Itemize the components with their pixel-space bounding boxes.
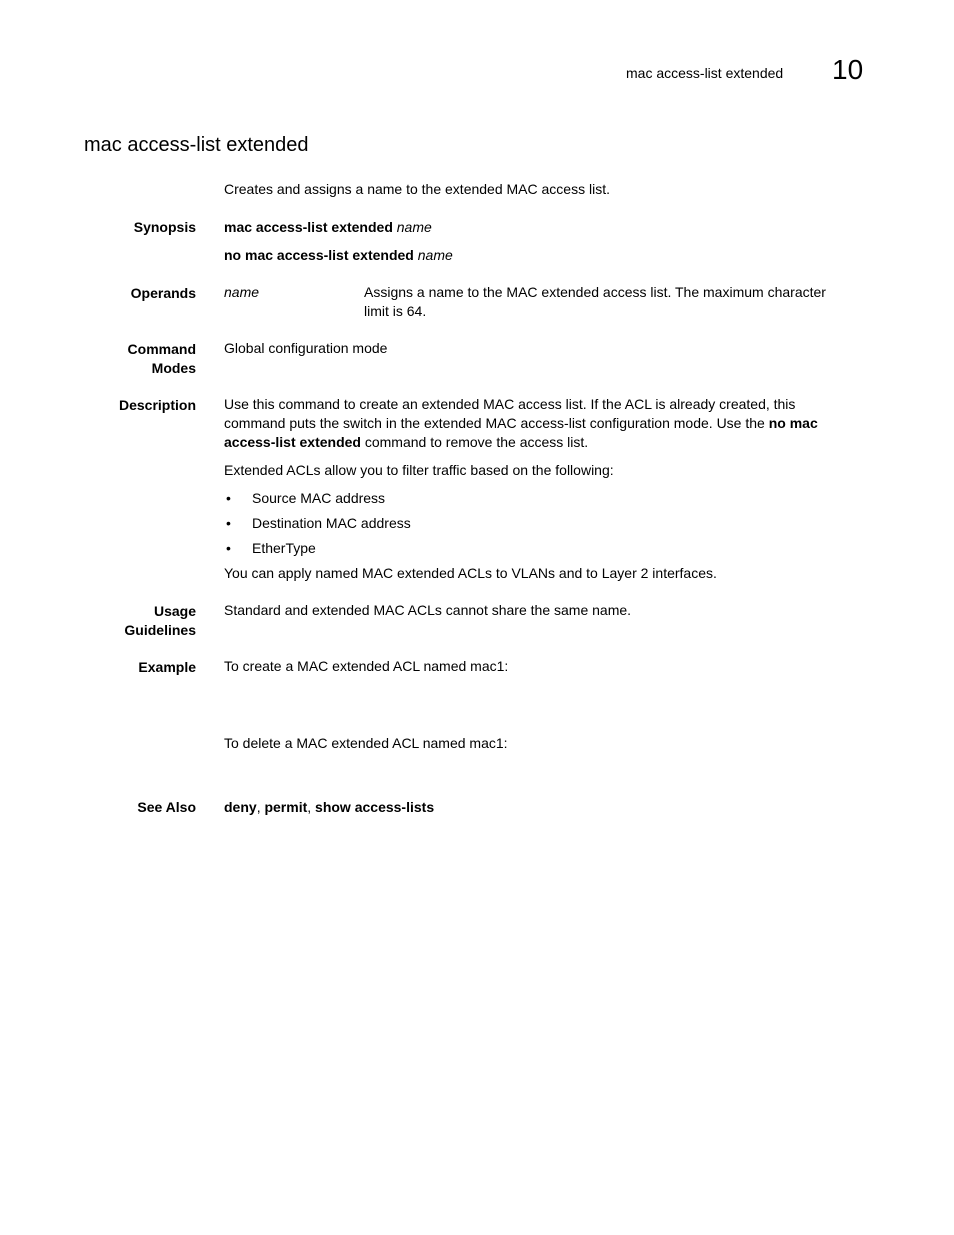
page-title: mac access-list extended — [84, 134, 309, 156]
see-also-link-deny[interactable]: deny — [224, 799, 257, 815]
operands-label: Operands — [130, 285, 196, 301]
synopsis-no-argument: name — [417, 247, 453, 263]
operand-description: Assigns a name to the MAC extended access list. The maximum character limit is 64. — [364, 284, 826, 319]
description-text-a: Use this command to create an extended MAC access list. If the ACL is already created, this command puts the switch in the extended MAC access-list configuration mode. Use the — [224, 396, 796, 431]
see-also-separator: , — [256, 799, 265, 815]
example-text-delete: To delete a MAC extended ACL named mac1: — [224, 735, 508, 751]
command-modes-label — [128, 340, 196, 378]
list-item: EtherType — [252, 540, 316, 556]
example-text-create: To create a MAC extended ACL named mac1: — [224, 658, 509, 674]
bullet-marker: • — [226, 490, 231, 506]
example-label: Example — [138, 659, 196, 675]
synopsis-argument: name — [396, 219, 432, 235]
see-also-label: See Also — [137, 799, 196, 815]
usage-guidelines-text: Standard and extended MAC ACLs cannot share the same name. — [224, 602, 632, 618]
see-also-link-show-access-lists[interactable]: show access-lists — [315, 799, 435, 815]
description-command: no mac access-list extended — [224, 415, 818, 450]
running-header: mac access-list extended — [626, 65, 784, 81]
command-modes-label-line2: Modes — [151, 360, 196, 376]
intro-text: Creates and assigns a name to the extended MAC access list. — [224, 181, 610, 197]
description-paragraph-3: You can apply named MAC extended ACLs to VLANs and to Layer 2 interfaces. — [224, 565, 717, 581]
description-paragraph-2: Extended ACLs allow you to filter traffic based on the following: — [224, 462, 614, 478]
synopsis-line-1 — [224, 218, 432, 237]
usage-guidelines-label — [124, 602, 196, 640]
description-label: Description — [118, 397, 196, 413]
bullet-marker: • — [226, 515, 231, 531]
list-item: Destination MAC address — [252, 515, 411, 531]
synopsis-label: Synopsis — [133, 219, 196, 235]
synopsis-command: mac access-list extended — [224, 219, 393, 235]
command-modes-text: Global configuration mode — [224, 340, 388, 356]
chapter-number: 10 — [832, 54, 864, 85]
see-also-link-permit[interactable]: permit — [264, 799, 308, 815]
synopsis-line-2 — [224, 246, 453, 265]
description-text-b: command to remove the access list. — [364, 434, 589, 450]
list-item: Source MAC address — [252, 490, 386, 506]
see-also-list — [224, 798, 434, 817]
see-also-separator: , — [307, 799, 316, 815]
synopsis-no-command: no mac access-list extended — [224, 247, 414, 263]
usage-label-line2: Guidelines — [124, 622, 196, 638]
command-modes-label-line1: Command — [127, 341, 196, 357]
description-paragraph-1 — [224, 395, 854, 452]
usage-label-line1: Usage — [153, 603, 196, 619]
operand-name: name — [224, 284, 260, 300]
bullet-marker: • — [226, 540, 231, 556]
